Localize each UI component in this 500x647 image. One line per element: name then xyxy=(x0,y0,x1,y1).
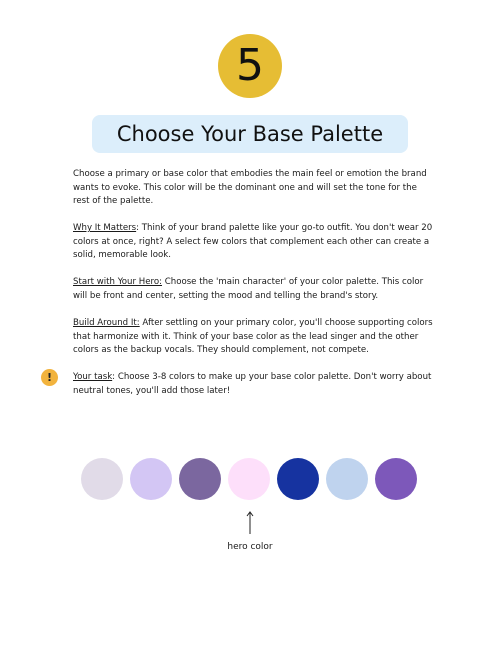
title-banner xyxy=(92,115,408,153)
arrow-up-icon xyxy=(243,510,257,534)
hero-section-label: Start with Your Hero: xyxy=(73,277,163,287)
color-swatch xyxy=(81,458,123,500)
why-paragraph xyxy=(73,222,433,263)
build-label: Build Around It: xyxy=(73,318,140,328)
intro-paragraph xyxy=(73,168,433,209)
exclamation-icon xyxy=(41,369,58,386)
why-label: Why It Matters xyxy=(73,223,137,233)
hero-color-label: hero color xyxy=(227,542,273,552)
color-swatch xyxy=(179,458,221,500)
step-number-badge xyxy=(218,34,282,98)
hero-color-swatch xyxy=(228,458,270,500)
page-title: Choose Your Base Palette xyxy=(116,122,384,146)
why-text: Think of your brand palette like your go-to outfit. You don't wear 20 colors at once, right? A select few colors that complement each other can create a solid, memorable look. xyxy=(73,223,433,261)
color-swatch xyxy=(277,458,319,500)
color-swatch xyxy=(326,458,368,500)
task-label: Your task xyxy=(73,372,113,382)
exclamation-glyph: ! xyxy=(46,371,53,384)
build-text: After settling on your primary color, you'll choose supporting colors that harmonize with it. Think of your base color as the lead singer and the other colors as the backup vocals. They should complement, not compete. xyxy=(73,318,433,356)
task-text: Choose 3-8 colors to make up your base color palette. Don't worry about neutral tones, you'll add those later! xyxy=(73,372,432,396)
task-separator: : xyxy=(112,372,118,382)
color-swatch xyxy=(130,458,172,500)
hero-section-text: Choose the 'main character' of your color palette. This color will be front and center, setting the mood and telling the brand's story. xyxy=(73,277,424,301)
step-number: 5 xyxy=(236,40,264,91)
color-palette xyxy=(81,458,421,500)
task-paragraph xyxy=(73,371,433,398)
color-swatch xyxy=(375,458,417,500)
why-separator: : xyxy=(136,223,142,233)
hero-paragraph xyxy=(73,276,433,303)
intro-text: Choose a primary or base color that embodies the main feel or emotion the brand wants to evoke. This color will be the dominant one and will set the tone for the rest of the palette. xyxy=(73,169,427,207)
build-paragraph xyxy=(73,317,433,358)
